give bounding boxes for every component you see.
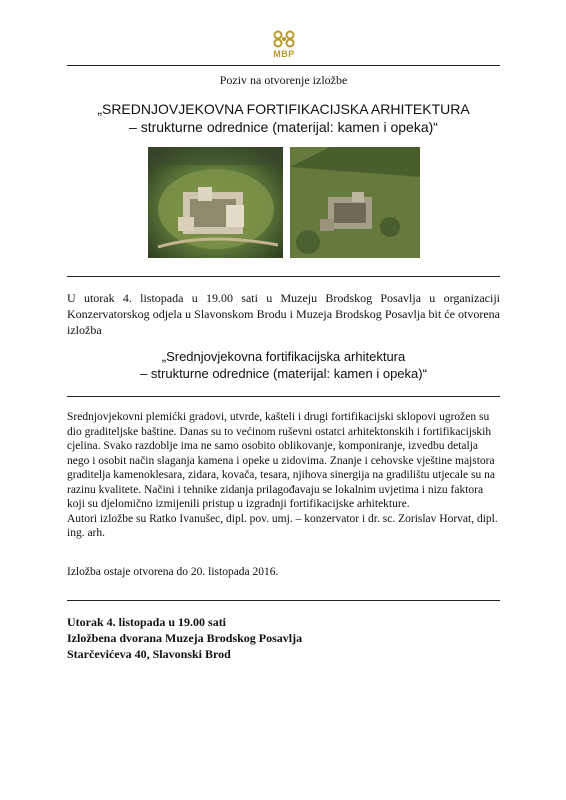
invitation-line: Poziv na otvorenje izložbe — [219, 73, 348, 87]
exhibition-title — [67, 100, 500, 136]
event-address: Starčevićeva 40, Slavonski Brod — [67, 647, 231, 661]
exhibition-subtitle — [67, 348, 500, 382]
description-paragraph — [67, 410, 500, 541]
description-main: Srednjovjekovni plemićki gradovi, utvrde, kašteli i drugi fortifikacijski sklopovi ugrožen su dio graditeljske baštine. Danas su to većinom ruševni ostatci arhitektonskih i fortifikacijskih cjelina. Svako razdoblje ima ne samo osobito oblikovanje, komponiranje, izvedbu detalja nego i osobit način slaganja kamena i opeke u zidovima. Znanje i cehovske vještine majstora graditelja kamenoklesara, zidara, kovača, tesara, njihova sinergija na gradilištu utjecale su na razinu kvalitete. Načini i tehnike zidanja prilagođavaju se lokalnim uvjetima i nizu faktora koji su djelomično izmijenili pristup u izgradnji fortifikacijske arhitekture. — [67, 411, 495, 510]
subtitle-line-1: „Srednjovjekovna fortifikacijska arhitektura — [161, 349, 406, 364]
event-details — [67, 614, 500, 662]
aerial-photo-left — [148, 147, 283, 258]
event-venue: Izložbena dvorana Muzeja Brodskog Posavlja — [67, 631, 303, 645]
footer-divider — [67, 600, 500, 601]
subtitle-line-2: – strukturne odrednice (materijal: kamen i opeka)“ — [140, 366, 427, 381]
aerial-photo-right — [290, 147, 420, 258]
top-divider — [67, 65, 500, 66]
description-divider — [67, 396, 500, 397]
title-line-1: „SREDNJOVJEKOVNA FORTIFIKACIJSKA ARHITEKTURA — [97, 101, 470, 117]
mbp-emblem-icon — [272, 30, 296, 48]
logo-text: MBP — [273, 49, 295, 59]
middle-divider — [67, 276, 500, 277]
closing-date: Izložba ostaje otvorena do 20. listopada 2016. — [67, 566, 279, 578]
authors-line: Autori izložbe su Ratko Ivanušec, dipl. pov. umj. – konzervator i dr. sc. Zorislav Horvat, dipl. ing. arh. — [67, 512, 498, 539]
event-date: Utorak 4. listopada u 19.00 sati — [67, 615, 227, 629]
museum-logo — [264, 30, 304, 59]
announcement-text: U utorak 4. listopada u 19.00 sati u Muzeju Brodskog Posavlja u organizaciji Konzervatorskog odjela u Slavonskom Brodu i Muzeja Brodskog Posavlja bit će otvorena izložba — [67, 291, 500, 337]
title-line-2: – strukturne odrednice (materijal: kamen i opeka)“ — [129, 119, 438, 135]
